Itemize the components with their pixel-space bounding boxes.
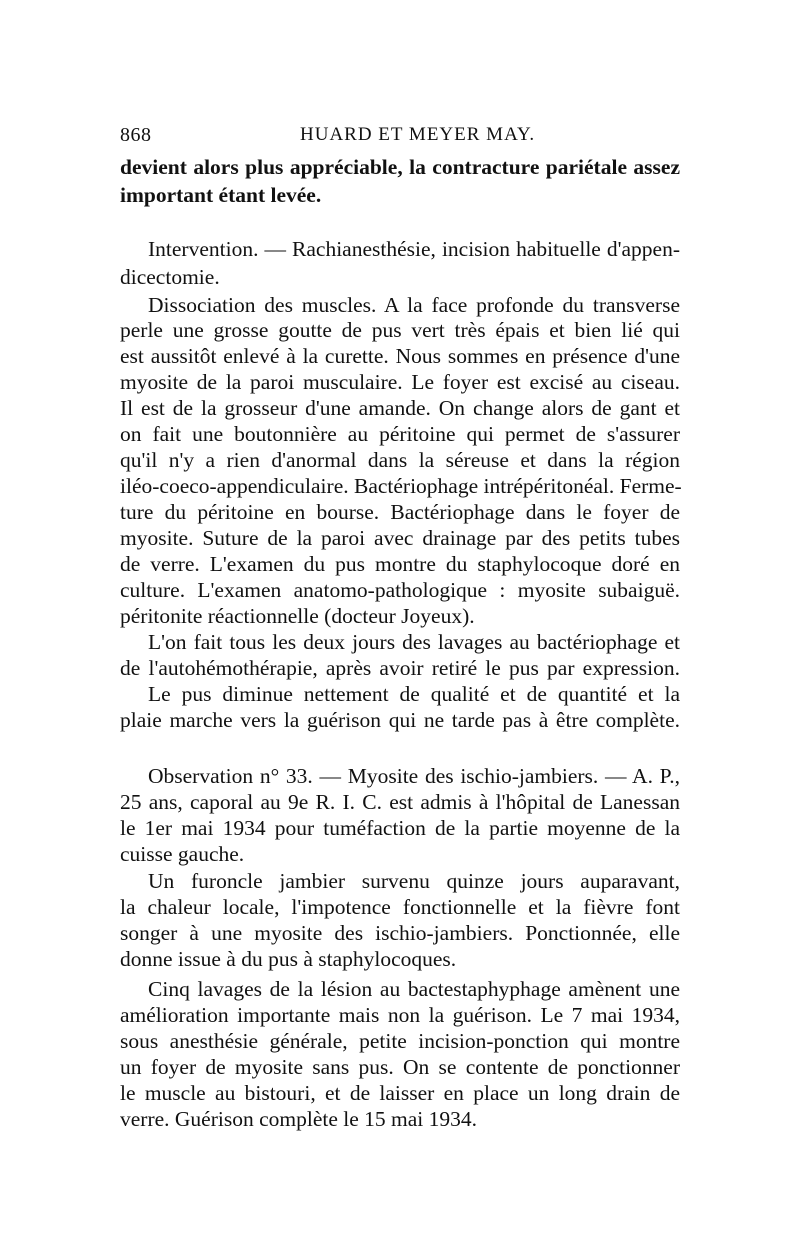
text-line: myosite de la paroi musculaire. Le foyer est excisé au ciseau. xyxy=(120,370,680,394)
text-line: sous anesthésie générale, petite incision-ponction qui montre xyxy=(120,1029,680,1053)
text-line: myosite. Suture de la paroi avec drainage par des petits tubes xyxy=(120,526,680,550)
text-line: Un furoncle jambier survenu quinze jours auparavant, xyxy=(148,869,680,893)
text-line: on fait une boutonnière au péritoine qui permet de s'assurer xyxy=(120,422,680,446)
text-line: Observation n° 33. — Myosite des ischio-jambiers. — A. P., xyxy=(148,764,680,788)
text-line: L'on fait tous les deux jours des lavages au bactériophage et xyxy=(148,630,680,654)
text-line: un foyer de myosite sans pus. On se contente de ponctionner xyxy=(120,1055,680,1079)
text-line: iléo-coeco-appendiculaire. Bactériophage intrépéritonéal. Ferme- xyxy=(120,474,682,498)
running-head: HUARD ET MEYER MAY. xyxy=(300,124,536,145)
text-line: le muscle au bistouri, et de laisser en place un long drain de xyxy=(120,1081,680,1105)
text-line: le 1er mai 1934 pour tuméfaction de la partie moyenne de la xyxy=(120,816,680,840)
page-header xyxy=(120,124,690,152)
text-line: important étant levée. xyxy=(120,183,322,207)
text-line: dicectomie. xyxy=(120,265,220,289)
text-line: Il est de la grosseur d'une amande. On change alors de gant et xyxy=(120,396,680,420)
text-line: de verre. L'examen du pus montre du staphylocoque doré en xyxy=(120,552,680,576)
text-line: ture du péritoine en bourse. Bactériophage dans le foyer de xyxy=(120,500,680,524)
text-line: songer à une myosite des ischio-jambiers. Ponctionnée, elle xyxy=(120,921,680,945)
text-line: perle une grosse goutte de pus vert très épais et bien lié qui xyxy=(120,318,680,342)
text-line: Dissociation des muscles. A la face profonde du transverse xyxy=(148,293,680,317)
text-line: amélioration importante mais non la guérison. Le 7 mai 1934, xyxy=(120,1003,680,1027)
text-line: donne issue à du pus à staphylocoques. xyxy=(120,947,457,971)
page-number: 868 xyxy=(120,124,152,146)
text-line: cuisse gauche. xyxy=(120,842,245,866)
text-line: devient alors plus appréciable, la contracture pariétale assez xyxy=(120,155,680,179)
text-line: Le pus diminue nettement de qualité et de quantité et la xyxy=(148,682,680,706)
text-line: de l'autohémothérapie, après avoir retiré le pus par expression. xyxy=(120,656,680,680)
text-line: culture. L'examen anatomo-pathologique : myosite subaiguë. xyxy=(120,578,680,602)
text-line: 25 ans, caporal au 9e R. I. C. est admis à l'hôpital de Lanessan xyxy=(120,790,680,814)
text-line: verre. Guérison complète le 15 mai 1934. xyxy=(120,1107,478,1131)
text-line: est aussitôt enlevé à la curette. Nous sommes en présence d'une xyxy=(120,344,680,368)
text-line: péritonite réactionnelle (docteur Joyeux). xyxy=(120,604,475,628)
text-line: Cinq lavages de la lésion au bactestaphyphage amènent une xyxy=(148,977,680,1001)
text-line: Intervention. — Rachianesthésie, incision habituelle d'appen- xyxy=(148,237,680,261)
text-line: la chaleur locale, l'impotence fonctionnelle et la fièvre font xyxy=(120,895,680,919)
text-line: plaie marche vers la guérison qui ne tarde pas à être complète. xyxy=(120,708,680,732)
text-line: qu'il n'y a rien d'anormal dans la séreuse et dans la région xyxy=(120,448,680,472)
